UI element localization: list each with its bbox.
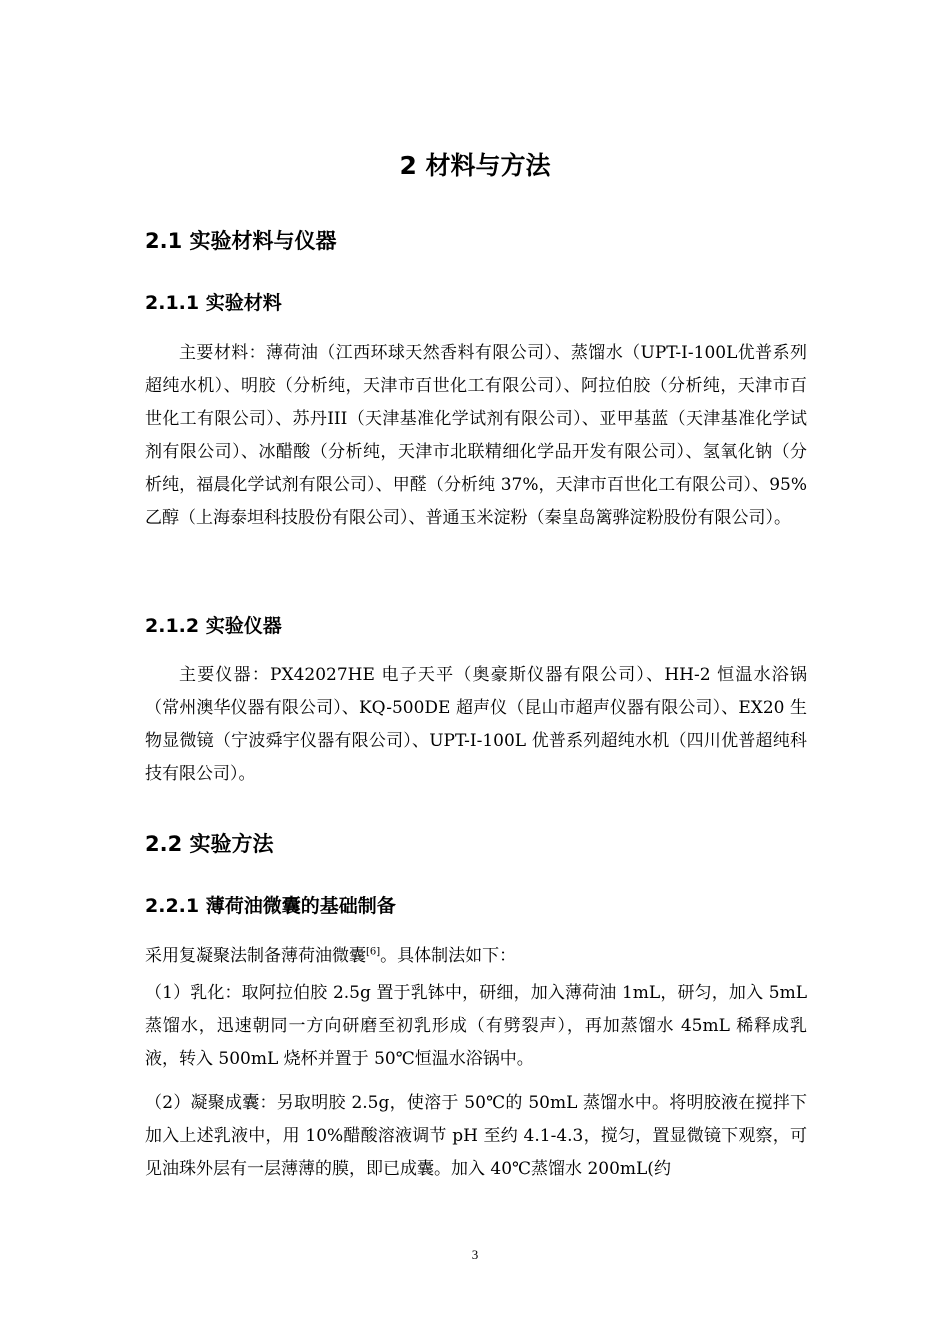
- method-intro-paragraph: [145, 940, 807, 973]
- subsection-heading-2-1-2: 2.1.2 实验仪器: [145, 615, 282, 637]
- method-intro-text: 采用复凝聚法制备薄荷油微囊: [145, 946, 366, 966]
- subsection-heading-2-1-1: 2.1.1 实验材料: [145, 292, 282, 314]
- step-emulsification: （1）乳化：取阿拉伯胶 2.5g 置于乳钵中，研细，加入薄荷油 1mL，研匀，加入 5mL 蒸馏水，迅速朝同一方向研磨至初乳形成（有劈裂声），再加蒸馏水 45mL 稀释成乳液，转入 500mL 烧杯并置于 50℃恒温水浴锅中。: [145, 983, 807, 1069]
- method-intro-tail: 。具体制法如下：: [380, 946, 517, 966]
- section-heading-2-1: 2.1 实验材料与仪器: [145, 229, 337, 253]
- step-coacervation: （2）凝聚成囊：另取明胶 2.5g，使溶于 50℃的 50mL 蒸馏水中。将明胶液在搅拌下加入上述乳液中，用 10%醋酸溶液调节 pH 至约 4.1-4.3，搅匀，置显微镜下观察，可见油珠外层有一层薄薄的膜，即已成囊。加入 40℃蒸馏水 200mL(约: [145, 1093, 807, 1179]
- instruments-paragraph: 主要仪器：PX42027HE 电子天平（奥豪斯仪器有限公司）、HH-2 恒温水浴锅（常州澳华仪器有限公司）、KQ-500DE 超声仪（昆山市超声仪器有限公司）、EX20 生物显微镜（宁波舜宇仪器有限公司）、UPT-I-100L 优普系列超纯水机（四川优普超纯科技有限公司）。: [145, 665, 807, 784]
- subsection-heading-2-2-1: 2.2.1 薄荷油微囊的基础制备: [145, 895, 396, 917]
- materials-paragraph: 主要材料：薄荷油（江西环球天然香料有限公司）、蒸馏水（UPT-I-100L优普系列超纯水机）、明胶（分析纯，天津市百世化工有限公司）、阿拉伯胶（分析纯，天津市百世化工有限公司）、苏丹III（天津基准化学试剂有限公司）、亚甲基蓝（天津基准化学试剂有限公司）、冰醋酸（分析纯，天津市北联精细化学品开发有限公司）、氢氧化钠（分析纯，福晨化学试剂有限公司）、甲醛（分析纯 37%，天津市百世化工有限公司）、95%乙醇（上海泰坦科技股份有限公司）、普通玉米淀粉（秦皇岛篱骅淀粉股份有限公司）。: [145, 343, 807, 528]
- section-heading-2-2: 2.2 实验方法: [145, 832, 274, 856]
- chapter-title: 2 材料与方法: [399, 151, 551, 180]
- citation-reference: [6]: [366, 946, 381, 958]
- page-number: 3: [471, 1247, 479, 1262]
